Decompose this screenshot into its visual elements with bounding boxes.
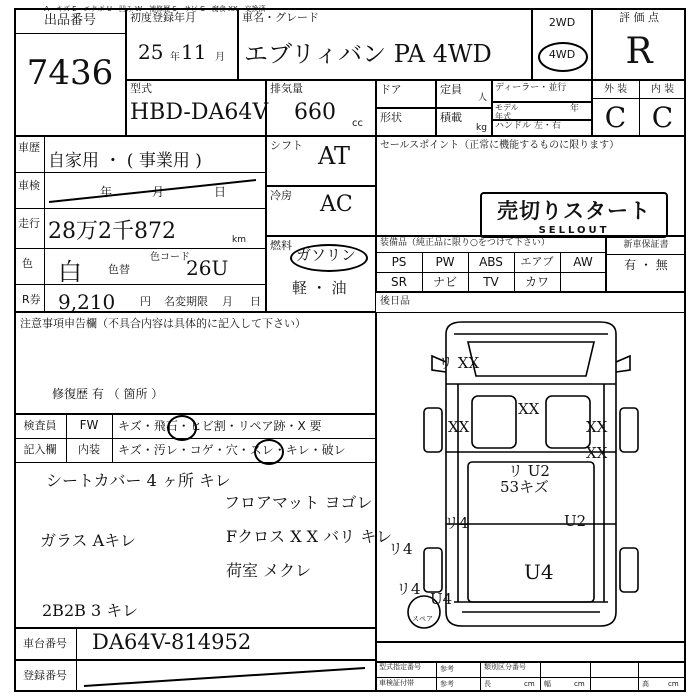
inspection-note-1: シートカバー 4 ヶ所 キレ — [46, 471, 231, 490]
rating-value: R — [625, 30, 653, 72]
color-code-value: 26U — [186, 256, 229, 280]
warranty-divider — [606, 254, 686, 255]
type-value: HBD-DA64V — [130, 100, 269, 125]
rating-label: 評 価 点 — [619, 10, 659, 24]
drive-4wd-label: 4WD — [548, 47, 576, 61]
shaken-label: 車検 — [18, 179, 40, 192]
model-year-unit: 年 — [570, 104, 580, 114]
equip-v4 — [560, 252, 561, 292]
rken-label: R券 — [22, 293, 41, 306]
equip-abs: ABS — [479, 254, 503, 269]
type-label: 型式 — [130, 82, 152, 95]
shift-label: シフト — [270, 139, 303, 152]
door-label: ドア — [380, 83, 402, 96]
class-division-label: 類別区分番号 — [484, 663, 526, 671]
height-label: 高 — [642, 680, 649, 688]
drive-2wd-label: 2WD — [548, 15, 576, 29]
first-reg-month-value: 11 — [181, 40, 207, 64]
color-code-label: 色コード — [150, 252, 190, 263]
inspection-note-4: Fクロス X X バリ キレ — [226, 527, 393, 546]
exterior-tag: FW — [79, 418, 99, 433]
inspector-label: 検査員 — [23, 418, 57, 432]
diagram-mark-3: XX — [586, 418, 608, 436]
shift-value: AT — [318, 142, 351, 170]
exterior-label: 外 装 — [603, 84, 628, 95]
ref-label-1: 参考 — [440, 665, 454, 673]
history-label-divider — [44, 136, 45, 312]
legend-box — [376, 642, 686, 662]
diagram-mark-7: U2 — [564, 512, 587, 530]
equip-navi: ナビ — [432, 274, 457, 289]
sellout-stamp — [480, 192, 668, 238]
ref-label-2: 参考 — [440, 680, 454, 688]
diagram-mark-9: リ4 — [388, 540, 413, 558]
registration-label: 登録番号 — [23, 668, 67, 682]
equip-v3 — [514, 252, 515, 292]
load-unit: kg — [476, 123, 487, 133]
first-reg-year-value: 25 — [138, 40, 164, 64]
diagram-mark-12: U4 — [430, 590, 453, 608]
name-change-label: 名変期限 — [164, 295, 208, 308]
equip-v2 — [468, 252, 469, 292]
mileage-unit: km — [232, 235, 246, 245]
width-unit: cm — [574, 680, 585, 688]
diagram-mark-10: U4 — [524, 560, 554, 584]
equip-kawa: カワ — [524, 274, 549, 289]
lot-number: 7436 — [26, 53, 114, 93]
width-label: 幅 — [544, 680, 551, 688]
fuel-value: ガソリン — [296, 246, 357, 264]
name-change-day: 日 — [250, 295, 261, 308]
equip-pw: PW — [435, 254, 455, 269]
inspector-bottom-divider — [14, 462, 376, 463]
spare-label: スペア — [412, 615, 433, 623]
interior-label: 内 装 — [650, 84, 675, 95]
interior-value: C — [651, 100, 674, 134]
equip-v1 — [422, 252, 423, 292]
interior-item-circle — [254, 439, 284, 465]
diagram-mark-4: リ U2 — [508, 462, 550, 480]
color-label: 色 — [22, 257, 33, 270]
shaken-year: 年 — [100, 185, 113, 199]
inspection-note-3: フロアマット ヨゴレ — [224, 493, 373, 512]
equip-sr: SR — [391, 274, 407, 289]
name-change-month: 月 — [222, 295, 233, 308]
inspection-note-6: 2B2B 3 キレ — [42, 601, 139, 620]
shape-label: 形状 — [380, 111, 402, 124]
diagram-mark-5: XX — [586, 444, 608, 462]
chassis-ext-label: 車検証付帯 — [379, 679, 414, 687]
shaken-day: 日 — [214, 185, 227, 199]
sales-point-label: セールスポイント（正常に機能するものに限ります） — [380, 140, 620, 151]
first-reg-year-unit: 年 — [170, 52, 180, 63]
size-designation-label: 型式指定番号 — [379, 663, 421, 671]
interior-tag: 内装 — [78, 442, 100, 456]
rken-unit: 円 — [140, 295, 151, 308]
warranty-yes-no: 有 ・ 無 — [624, 258, 668, 273]
model-grade-label: 車名・グレード — [242, 11, 319, 24]
length-unit: cm — [524, 680, 535, 688]
height-unit: cm — [668, 680, 679, 688]
capacity-label: 定員 — [440, 83, 462, 96]
fuel-alt: 軽 ・ 油 — [292, 279, 347, 297]
sellout-jp: 売切りスタート — [497, 199, 651, 223]
shaken-strike — [46, 176, 261, 206]
drive-4wd-circle — [538, 42, 588, 72]
history-row4-divider — [14, 284, 266, 285]
equip-ps: PS — [391, 254, 407, 269]
displacement-label: 排気量 — [270, 82, 303, 95]
backdate-divider — [376, 292, 686, 293]
exterior-value: C — [604, 100, 627, 134]
chassis-value: DA64V-814952 — [92, 630, 252, 654]
capacity-unit: 人 — [478, 93, 488, 103]
fuel-label: 燃料 — [270, 239, 292, 252]
equip-tv: TV — [483, 274, 499, 289]
exterior-items: キズ・飛石・ヒビ割・リペア跡・X 要 — [118, 419, 322, 433]
equip-airbag: エアブ — [520, 255, 554, 269]
equipment-label: 装備品（純正品に限り○をつけて下さい） — [380, 238, 550, 248]
diagram-mark-0: リ XX — [438, 354, 480, 372]
dealer-label: ディーラー・並行 — [495, 83, 567, 93]
mileage-label: 走行 — [18, 217, 40, 230]
legend-text: A—キズ E—エクボ U—凹み W—補修歴 S—サビ C—腐食 XX—交換済 — [44, 5, 266, 14]
diagram-mark-11: リ4 — [396, 580, 421, 598]
rireki-value: 自家用 ・ ( 事業用 ) — [48, 151, 202, 171]
lot-label: 出品番号 — [43, 12, 96, 28]
rireki-label: 車歴 — [18, 141, 40, 154]
caution-label: 注意事項申告欄（不具合内容は具体的に記入して下さい） — [20, 317, 306, 330]
displacement-unit: cc — [352, 118, 363, 129]
entry-label: 記入欄 — [23, 442, 57, 456]
warranty-label: 新車保証書 — [623, 240, 669, 251]
color-value: 白 — [58, 258, 82, 286]
registration-strike — [80, 662, 370, 690]
sellout-en: SELLOUT — [538, 225, 610, 236]
shaken-month: 月 — [152, 185, 165, 199]
first-reg-month-unit: 月 — [215, 52, 225, 63]
diagram-mark-6: 53キズ — [500, 478, 549, 496]
displacement-value: 660 — [294, 100, 336, 125]
chassis-label: 車台番号 — [23, 636, 67, 650]
history-row3-divider — [14, 248, 266, 249]
first-reg-label: 初度登録年月 — [130, 11, 196, 24]
inspection-note-2: ガラス Aキレ — [40, 531, 137, 550]
repair-label: 修復歴 有 （ 箇所 ） — [52, 387, 164, 401]
model-grade-value: エブリィバン PA 4WD — [244, 40, 492, 68]
interior-items: キズ・汚レ・コゲ・穴・スレ・キレ・破レ — [118, 443, 346, 457]
color-change-label: 色替 — [108, 263, 130, 276]
bottom-spec-h1 — [376, 677, 686, 678]
equip-aw: AW — [573, 254, 593, 269]
aircon-value: AC — [320, 192, 353, 217]
fuel-circle — [290, 244, 368, 272]
handle-label: ハンドル 左・右 — [495, 121, 561, 131]
history-row2-divider — [14, 208, 266, 209]
model-year-label: モデル 年式 — [495, 103, 519, 121]
backdate-label: 後日品 — [380, 296, 410, 307]
diagram-mark-2: XX — [448, 418, 470, 436]
diagram-mark-1: XX — [518, 400, 540, 418]
history-row1-divider — [14, 172, 266, 173]
exterior-item-circle — [167, 415, 197, 441]
length-label: 長 — [484, 680, 491, 688]
inspection-note-5: 荷室 メクレ — [226, 561, 312, 580]
load-label: 積載 — [440, 111, 462, 124]
rken-value: 9,210 — [58, 290, 116, 314]
aircon-label: 冷房 — [270, 189, 292, 202]
mileage-value: 28万2千872 — [48, 219, 176, 244]
diagram-mark-8: リ4 — [444, 514, 469, 532]
